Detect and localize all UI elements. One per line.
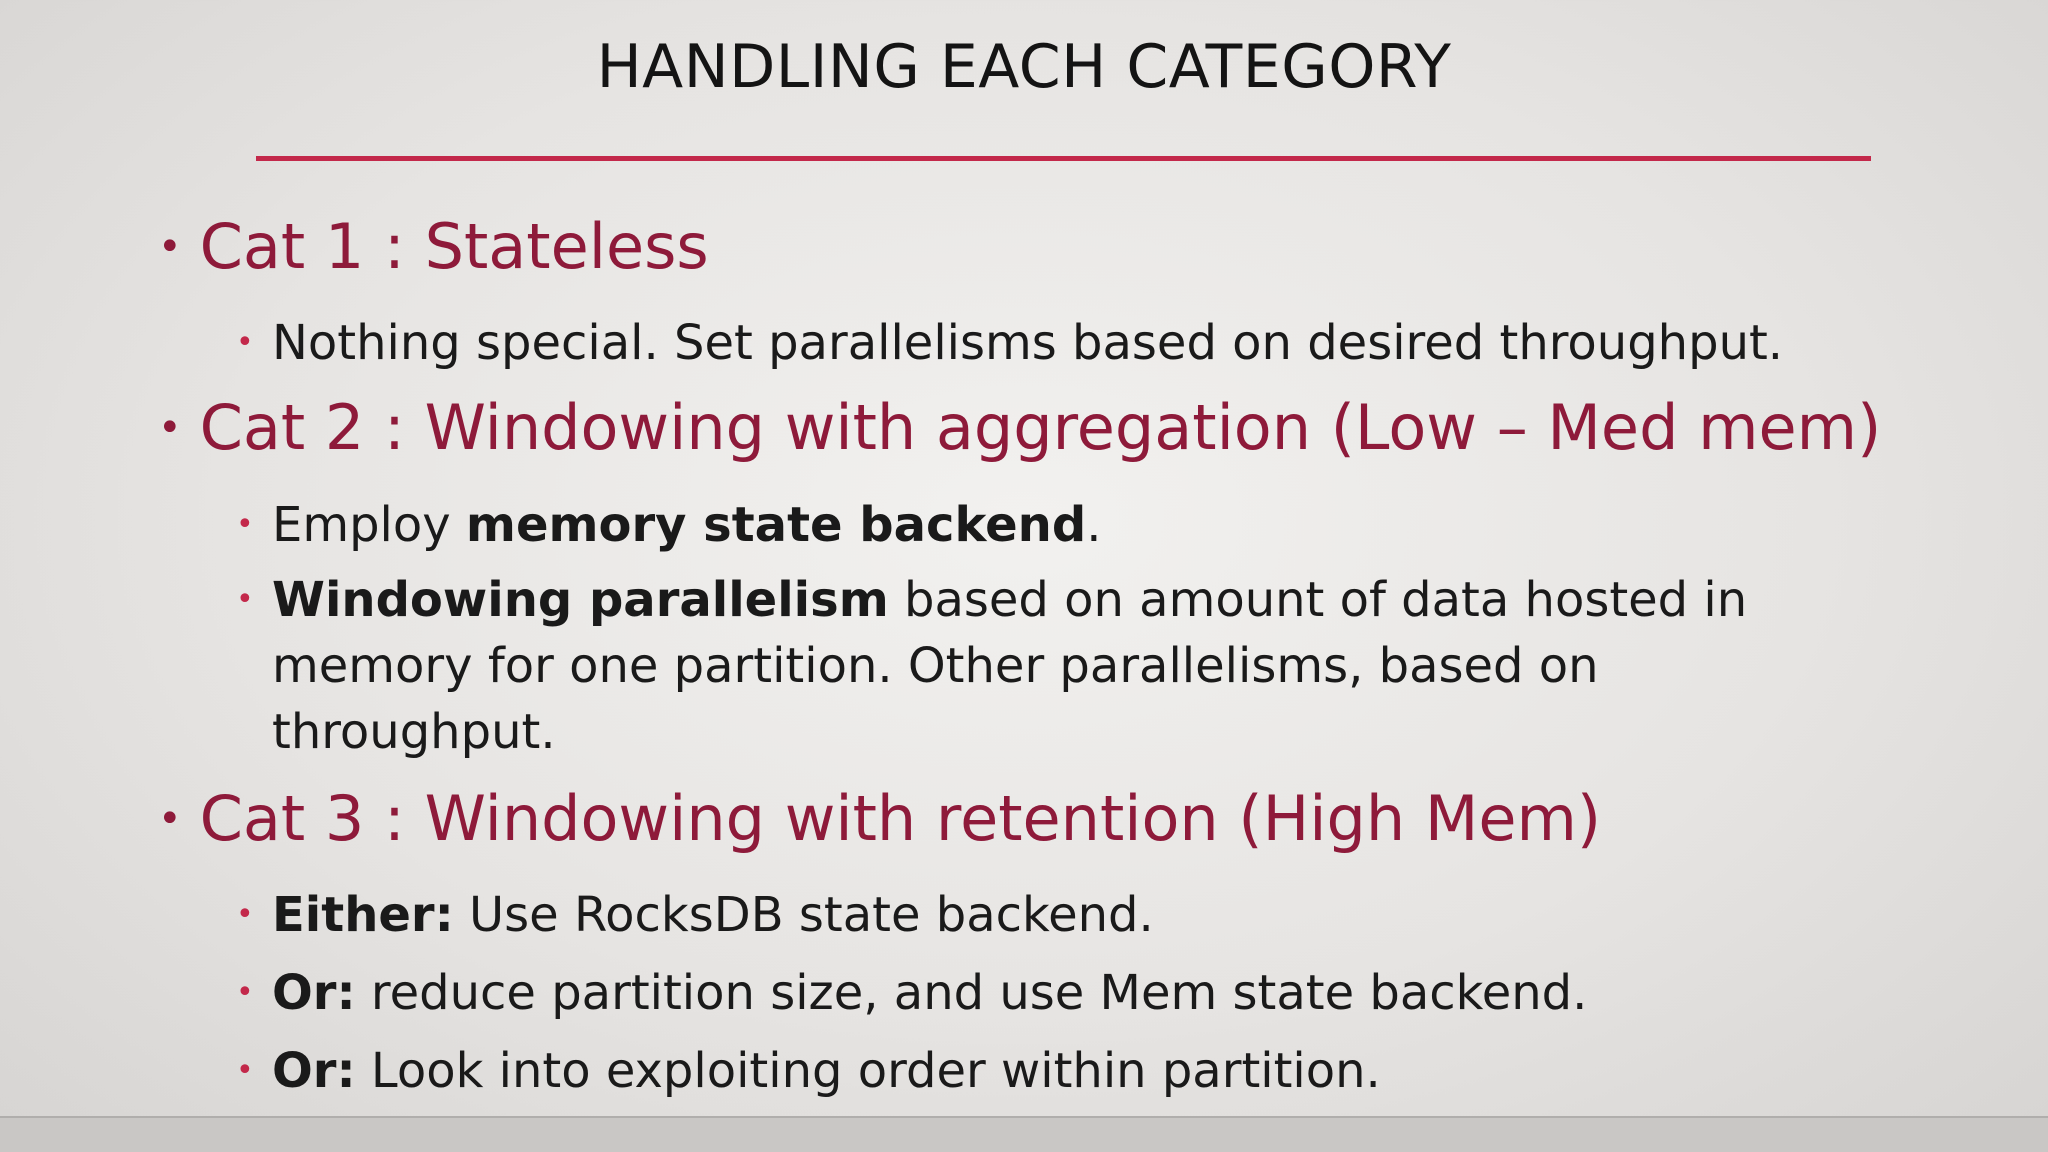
sub-bullet-cat3-1 [236, 882, 1154, 948]
cat3-sub2-text [272, 960, 1587, 1026]
sub-bullet-dot-icon: • [236, 325, 254, 360]
bottom-bar [0, 1116, 2048, 1152]
bullet-cat1 [158, 210, 709, 283]
cat2-heading: Cat 2 : Windowing with aggregation (Low – Med mem) [199, 391, 1882, 464]
cat2-sub1-text [272, 492, 1101, 558]
sub-bullet-cat2-1 [236, 492, 1101, 558]
cat3-sub3-rest: Look into exploiting order within partition. [355, 1043, 1381, 1099]
cat3-sub3-text [272, 1038, 1381, 1104]
bullet-cat2 [158, 391, 1881, 464]
cat2-sub2-bold: Windowing parallelism [272, 572, 889, 628]
cat3-sub1-rest: Use RocksDB state backend. [453, 887, 1154, 943]
cat2-sub2-line2: memory for one partition. Other parallelisms, based on [272, 638, 1599, 694]
sub-bullet-cat1-1 [236, 310, 1783, 376]
title-underline [256, 156, 1871, 161]
cat2-sub2-text [272, 567, 1747, 765]
cat3-heading: Cat 3 : Windowing with retention (High Mem) [199, 782, 1602, 855]
cat2-sub2-line1: based on amount of data hosted in [888, 572, 1748, 628]
cat3-sub2-rest: reduce partition size, and use Mem state backend. [355, 965, 1588, 1021]
sub-bullet-cat2-2 [236, 567, 1747, 765]
cat1-sub1-text: Nothing special. Set parallelisms based on desired throughput. [272, 315, 1784, 371]
cat3-sub2-bold: Or: [272, 965, 356, 1021]
sub-bullet-dot-icon: • [236, 507, 254, 542]
cat2-sub1-bold: memory state backend [465, 497, 1087, 553]
bullet-cat3 [158, 782, 1601, 855]
sub-bullet-cat3-2 [236, 960, 1587, 1026]
cat3-sub3-bold: Or: [272, 1043, 356, 1099]
cat3-sub1-text [272, 882, 1154, 948]
sub-bullet-dot-icon: • [236, 975, 254, 1010]
cat2-sub2-line3: throughput. [272, 704, 556, 760]
bullet-dot-icon: • [158, 405, 182, 451]
cat3-sub1-bold: Either: [272, 887, 454, 943]
bullet-dot-icon: • [158, 224, 182, 270]
sub-bullet-dot-icon: • [236, 1053, 254, 1088]
cat2-sub1-post: . [1086, 497, 1102, 553]
sub-bullet-dot-icon: • [236, 897, 254, 932]
bullet-dot-icon: • [158, 796, 182, 842]
cat2-sub1-pre: Employ [272, 497, 466, 553]
cat1-heading: Cat 1 : Stateless [199, 210, 709, 283]
sub-bullet-dot-icon: • [236, 582, 254, 617]
sub-bullet-cat3-3 [236, 1038, 1381, 1104]
slide-title: HANDLING EACH CATEGORY [596, 32, 1452, 102]
